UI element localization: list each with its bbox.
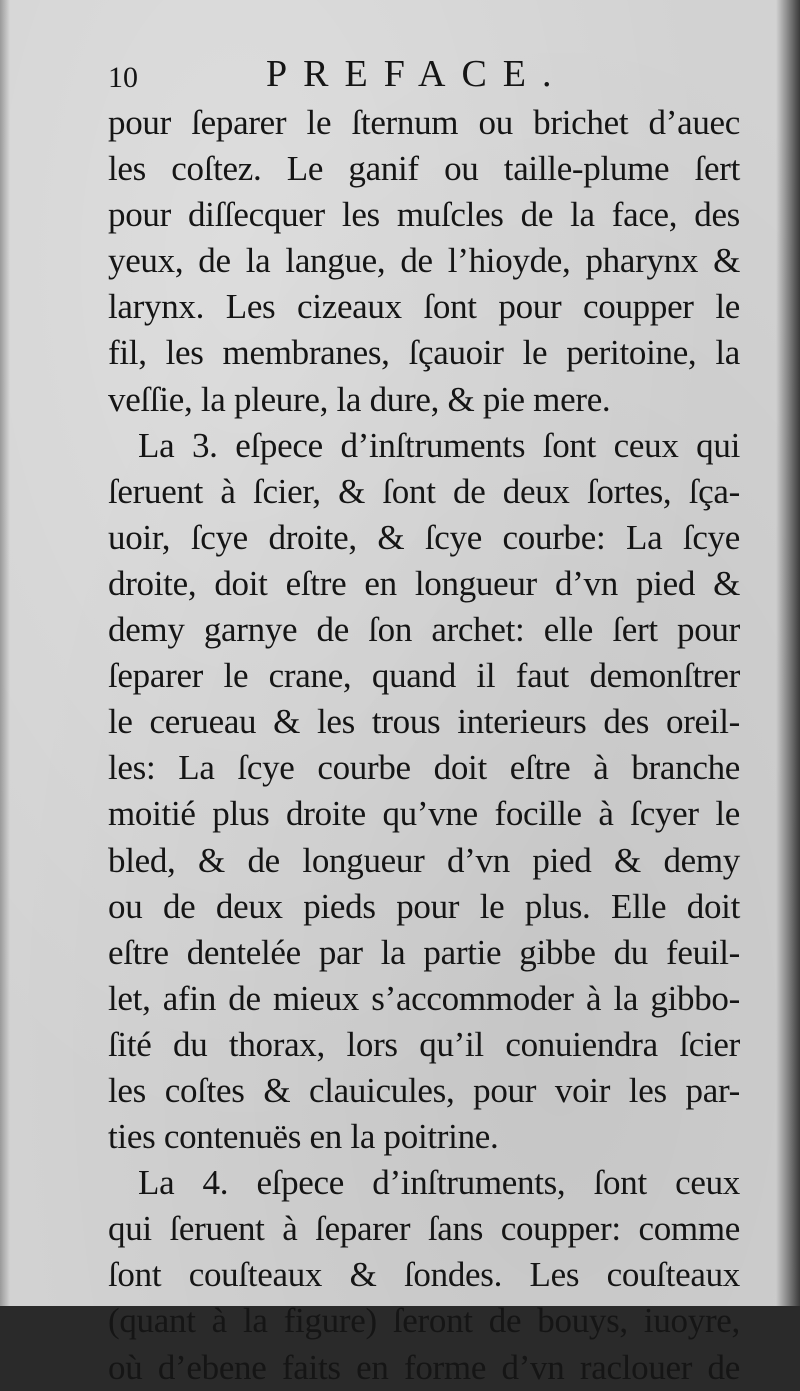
body-text bbox=[108, 100, 740, 1391]
text-line: bled, & de longueur d’vn pied & demy bbox=[108, 840, 740, 880]
page-left-shadow bbox=[0, 0, 10, 1306]
text-line: yeux, de la langue, de l’hioyde, pharynx & bbox=[108, 241, 740, 281]
text-line: ſeruent à ſcier, & ſont de deux ſortes, ſça- bbox=[108, 471, 740, 511]
text-line: eſtre dentelée par la partie gibbe du feuil- bbox=[108, 932, 740, 972]
text-line: le cerueau & les trous interieurs des oreil- bbox=[108, 702, 740, 742]
text-line: les coſtez. Le ganif ou taille-plume ſert bbox=[108, 149, 740, 189]
text-line: ſeparer le crane, quand il faut demonſtrer bbox=[108, 656, 740, 696]
text-line: ſité du thorax, lors qu’il conuiendra ſcier bbox=[108, 1024, 740, 1064]
text-line: veſſie, la pleure, la dure, & pie mere. bbox=[108, 379, 611, 419]
text-line: pour diſſecquer les muſcles de la face, des bbox=[108, 195, 740, 235]
page-number: 10 bbox=[108, 61, 138, 94]
text-line: pour ſeparer le ſternum ou brichet d’auec bbox=[108, 103, 740, 142]
text-line: droite, doit eſtre en longueur d’vn pied & bbox=[108, 563, 740, 603]
text-line: qui ſeruent à ſeparer ſans coupper: comme bbox=[108, 1209, 740, 1249]
text-line: uoir, ſcye droite, & ſcye courbe: La ſcye bbox=[108, 517, 740, 557]
text-line: let, afin de mieux s’accommoder à la gibbo- bbox=[108, 978, 740, 1018]
text-line: (quant à la figure) ſeront de bouys, iuoyre, bbox=[108, 1301, 740, 1341]
text-line: fil, les membranes, ſçauoir le peritoine, la bbox=[108, 333, 740, 373]
running-title: PREFACE. bbox=[266, 53, 568, 95]
text-line: les: La ſcye courbe doit eſtre à branche bbox=[108, 748, 740, 788]
text-line: les coſtes & clauicules, pour voir les par- bbox=[108, 1070, 740, 1110]
page-right-shadow bbox=[776, 0, 800, 1306]
text-line: ſont couſteaux & ſondes. Les couſteaux bbox=[108, 1255, 740, 1295]
text-line: ties contenuës en la poitrine. bbox=[108, 1117, 499, 1157]
paragraph-start-line: La 3. eſpece d’inſtruments ſont ceux qui bbox=[138, 425, 740, 465]
text-line: moitié plus droite qu’vne focille à ſcyer le bbox=[108, 794, 740, 834]
running-head bbox=[108, 52, 748, 98]
text-line: ou de deux pieds pour le plus. Elle doit bbox=[108, 886, 740, 926]
text-line: demy garnye de ſon archet: elle ſert pour bbox=[108, 610, 740, 650]
text-line: où d’ebene faits en forme d’vn raclouer de bbox=[108, 1347, 740, 1387]
paragraph-start-line: La 4. eſpece d’inſtruments, ſont ceux bbox=[138, 1163, 740, 1203]
text-line: larynx. Les cizeaux ſont pour coupper le bbox=[108, 287, 740, 327]
